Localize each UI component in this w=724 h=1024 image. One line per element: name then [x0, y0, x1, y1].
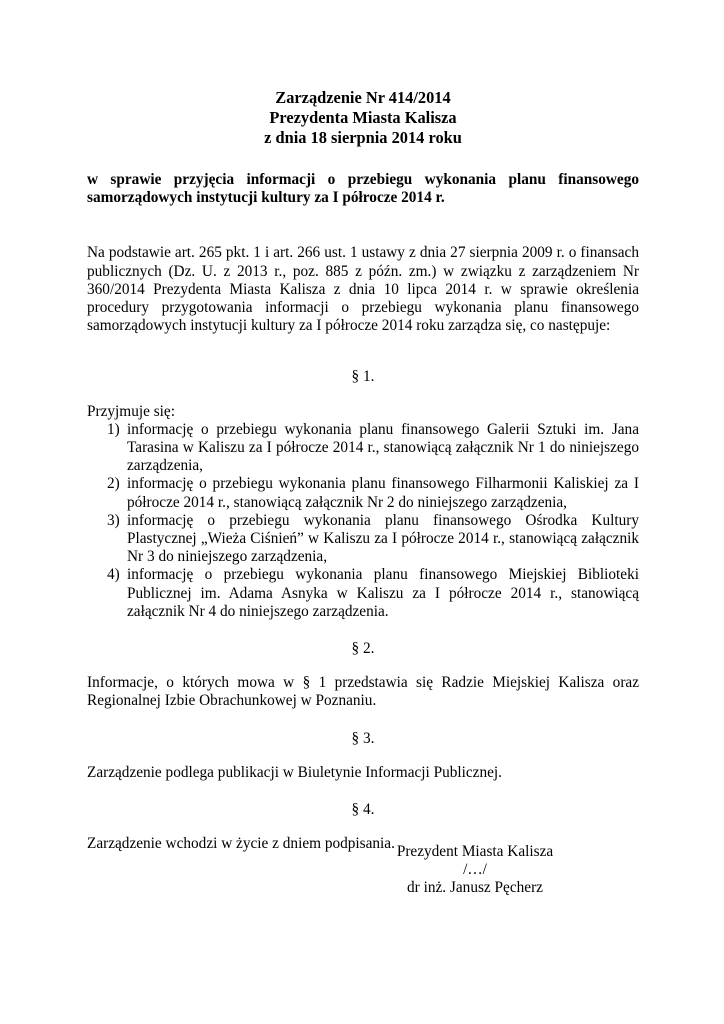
signature-name: dr inż. Janusz Pęcherz [407, 879, 543, 897]
list-item-number: 2) [107, 475, 120, 493]
list-item [87, 512, 639, 567]
section-3-mark: § 3. [351, 729, 375, 747]
list-item [87, 566, 639, 621]
signature-placeholder: /…/ [463, 861, 487, 879]
section-1-mark: § 1. [351, 368, 375, 386]
legal-basis-preamble: Na podstawie art. 265 pkt. 1 i art. 266 ust. 1 ustawy z dnia 27 sierpnia 2009 r. o finansach publicznych (Dz. U. z 2013 r., poz. 885 z późn. zm.) w związku z zarządzeniem Nr 360/2014 Prezydenta Miasta Kalisza z dnia 10 lipca 2014 r. w sprawie określenia procedury przygotowania informacji o przebiegu wykonania planu finansowego samorządowych instytucji kultury za I półrocze 2014 roku zarządza się, co następuje: [87, 244, 639, 335]
list-item [87, 421, 639, 476]
list-item-number: 3) [107, 511, 120, 529]
list-item-text: informację o przebiegu wykonania planu finansowego Galerii Sztuki im. Jana Tarasina w Kaliszu za I półrocze 2014 r., stanowiącą załącznik Nr 1 do niniejszego zarządzenia, [127, 420, 639, 475]
list-item-number: 1) [107, 420, 120, 438]
section-1-lead: Przyjmuje się: [87, 402, 175, 420]
document-title [87, 88, 639, 148]
section-2-mark: § 2. [351, 640, 375, 658]
document-page [87, 88, 639, 853]
section-1-list [87, 421, 639, 621]
list-item-number: 4) [107, 566, 120, 584]
signature-block [380, 843, 570, 898]
list-item-text: informację o przebiegu wykonania planu finansowego Ośrodka Kultury Plastycznej „Wieża Ciśnień” w Kaliszu za I półrocze 2014 r., stanowiącą załącznik Nr 3 do niniejszego zarządzenia, [127, 511, 639, 566]
list-item-text: informację o przebiegu wykonania planu finansowego Miejskiej Biblioteki Publicznej im. Adama Asnyka w Kaliszu za I półrocze 2014 r., stanowiącą załącznik Nr 4 do niniejszego zarządzenia. [127, 566, 639, 620]
section-4-mark: § 4. [351, 801, 375, 819]
list-item-text: informację o przebiegu wykonania planu finansowego Filharmonii Kaliskiej za I półrocze 2014 r., stanowiącą załącznik Nr 2 do niniejszego zarządzenia, [127, 475, 639, 511]
document-subject: w sprawie przyjęcia informacji o przebiegu wykonania planu finansowego samorządowych instytucji kultury za I półrocze 2014 r. [87, 171, 639, 207]
section-2-text: Informacje, o których mowa w § 1 przedstawia się Radzie Miejskiej Kalisza oraz Regionalnej Izbie Obrachunkowej w Poznaniu. [87, 674, 639, 710]
signature-role: Prezydent Miasta Kalisza [396, 843, 554, 860]
title-line-date: z dnia 18 sierpnia 2014 roku [264, 128, 462, 147]
list-item [87, 475, 639, 511]
section-4-text: Zarządzenie wchodzi w życie z dniem podpisania. [87, 835, 395, 853]
section-3-text: Zarządzenie podlega publikacji w Biuletynie Informacji Publicznej. [87, 763, 502, 781]
title-line-ordinance-number: Zarządzenie Nr 414/2014 [275, 88, 451, 107]
title-line-issuer: Prezydenta Miasta Kalisza [269, 108, 457, 127]
